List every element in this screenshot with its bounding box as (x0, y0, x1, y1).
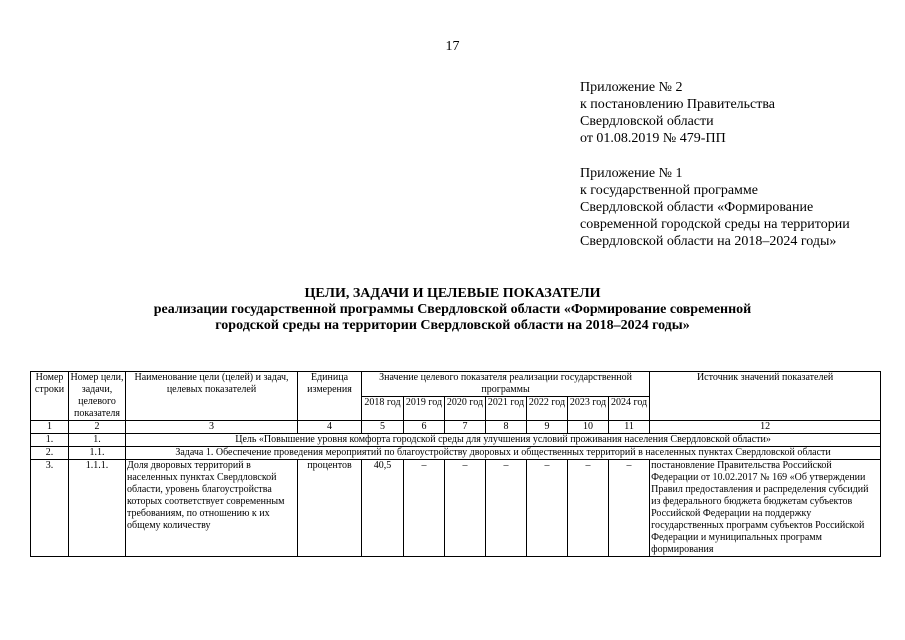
indicator-value-cell: – (609, 460, 650, 557)
appendix-1-line: Свердловской области «Формирование (580, 200, 814, 215)
header-source: Источник значений показателей (650, 372, 881, 421)
header-goal-number: Номер цели, задачи, целевого показателя (69, 372, 126, 421)
header-row-number: Номер строки (31, 372, 69, 421)
appendix-2-block (580, 79, 900, 147)
appendix-2-line: Приложение № 2 (580, 80, 683, 95)
column-number: 2 (69, 421, 126, 434)
indicator-name-cell: Доля дворовых территорий в населенных пунктах Свердловской области, уровень благоустройства которых соответствует современным требованиям, по отношению к их общему количеству (126, 460, 298, 557)
appendix-2-line: от 01.08.2019 № 479-ПП (580, 131, 726, 146)
title-line: городской среды на территории Свердловской области на 2018–2024 годы» (215, 318, 690, 333)
column-number: 5 (362, 421, 404, 434)
indicator-value-cell: – (486, 460, 527, 557)
row-number-cell: 1. (31, 434, 69, 447)
page-number: 17 (445, 39, 460, 54)
column-number: 3 (126, 421, 298, 434)
indicator-unit-cell: процентов (298, 460, 362, 557)
table-row (31, 434, 881, 447)
indicator-value-cell: – (404, 460, 445, 557)
indicator-value-cell: – (527, 460, 568, 557)
column-number: 10 (568, 421, 609, 434)
header-year: 2023 год (568, 397, 609, 421)
appendix-1-line: современной городской среды на территории (580, 217, 850, 232)
column-number: 6 (404, 421, 445, 434)
header-name: Наименование цели (целей) и задач, целевых показателей (126, 372, 298, 421)
goals-table (30, 371, 881, 557)
column-number: 4 (298, 421, 362, 434)
indicator-source-cell: постановление Правительства Российской Федерации от 10.02.2017 № 169 «Об утверждении Правил предоставления и распределения субсидий из федерального бюджета бюджетам субъектов Российской Федерации на поддержку государственных программ субъектов Российской Федерации и муниципальных программ формирования (650, 460, 881, 557)
appendix-1-line: к государственной программе (580, 183, 758, 198)
indicator-value-cell: 40,5 (362, 460, 404, 557)
goal-number-cell: 1.1.1. (69, 460, 126, 557)
column-number: 8 (486, 421, 527, 434)
title-line: реализации государственной программы Свердловской области «Формирование современной (153, 302, 752, 317)
column-number: 1 (31, 421, 69, 434)
header-year: 2021 год (486, 397, 527, 421)
header-year: 2020 год (445, 397, 486, 421)
header-values-group: Значение целевого показателя реализации государственной программы (362, 372, 650, 397)
appendix-1-line: Свердловской области на 2018–2024 годы» (580, 234, 837, 249)
appendix-1-line: Приложение № 1 (580, 166, 683, 181)
header-year: 2024 год (609, 397, 650, 421)
title-line: ЦЕЛИ, ЗАДАЧИ И ЦЕЛЕВЫЕ ПОКАЗАТЕЛИ (304, 286, 601, 301)
goal-text-cell: Цель «Повышение уровня комфорта городской среды для улучшения условий проживания населения Свердловской области» (126, 434, 881, 447)
task-text-cell: Задача 1. Обеспечение проведения мероприятий по благоустройству дворовых и общественных территорий в населенных пунктах Свердловской области (126, 447, 881, 460)
header-unit: Единица измерения (298, 372, 362, 421)
row-number-cell: 2. (31, 447, 69, 460)
header-year: 2022 год (527, 397, 568, 421)
row-number-cell: 3. (31, 460, 69, 557)
appendix-2-line: Свердловской области (580, 114, 714, 129)
column-number: 7 (445, 421, 486, 434)
goal-number-cell: 1. (69, 434, 126, 447)
indicator-value-cell: – (445, 460, 486, 557)
column-number: 12 (650, 421, 881, 434)
header-year: 2018 год (362, 397, 404, 421)
appendix-1-block (580, 165, 900, 250)
table-row (31, 460, 881, 557)
header-year: 2019 год (404, 397, 445, 421)
indicator-value-cell: – (568, 460, 609, 557)
appendix-2-line: к постановлению Правительства (580, 97, 776, 112)
table-row (31, 447, 881, 460)
column-number: 9 (527, 421, 568, 434)
goal-number-cell: 1.1. (69, 447, 126, 460)
document-title (0, 286, 905, 334)
column-number: 11 (609, 421, 650, 434)
